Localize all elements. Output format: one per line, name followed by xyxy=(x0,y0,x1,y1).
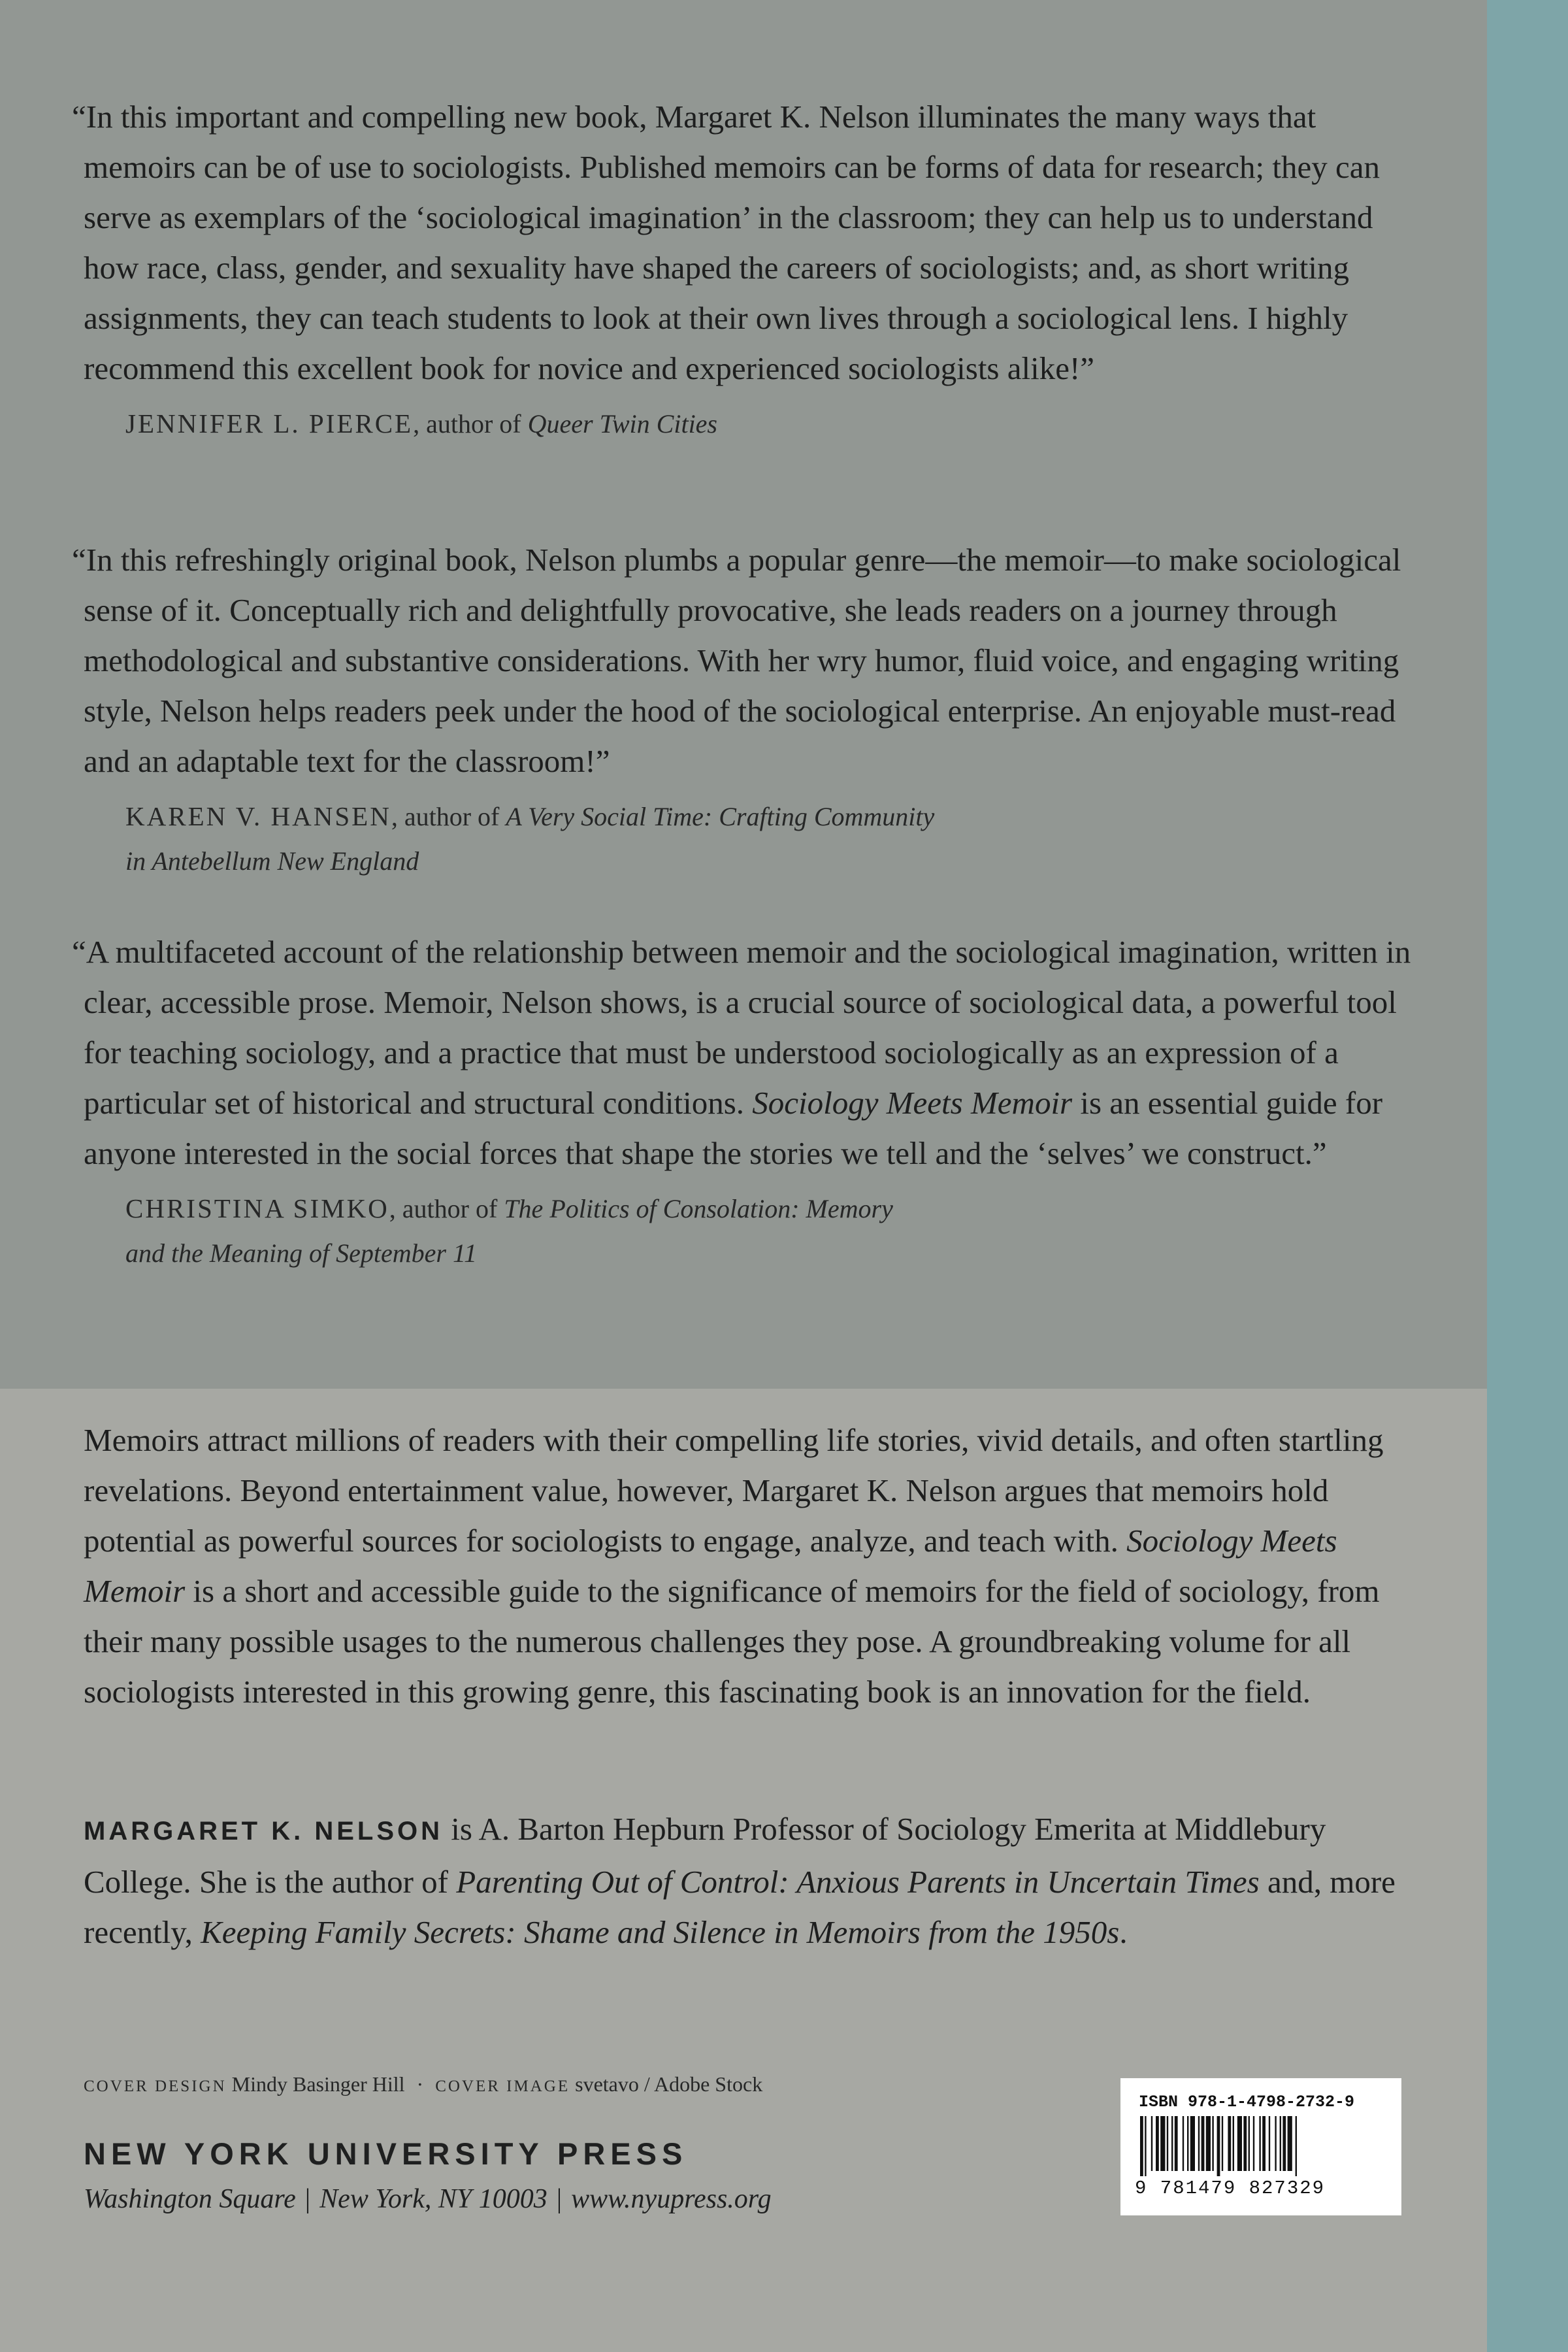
cover-image-credit: svetavo / Adobe Stock xyxy=(575,2072,763,2096)
quote-text-end: is an essential guide for anyone interested in the social forces that shape the stories we tell and the ‘selves’ we construct.” xyxy=(84,1085,1383,1171)
barcode-bar xyxy=(1259,2116,1260,2171)
blurb-1 xyxy=(72,91,1418,446)
blurb-author-name: CHRISTINA SIMKO xyxy=(125,1193,389,1223)
publisher-city: New York, NY 10003 xyxy=(319,2184,547,2214)
description-text-end: is a short and accessible guide to the significance of memoirs for the field of sociology, from their many possible usages to the numerous challenges they pose. A groundbreaking volume for all sociologists interested in this growing genre, this fascinating book is an innovation for the field. xyxy=(84,1573,1380,1710)
quote-book-title: Sociology Meets Memoir xyxy=(752,1085,1073,1121)
blurb-attribution xyxy=(72,1186,1418,1276)
address-separator: | xyxy=(556,2184,563,2214)
author-bio xyxy=(84,1804,1403,1957)
barcode-bar xyxy=(1262,2116,1266,2171)
bio-book-1: Parenting Out of Control: Anxious Parents in Uncertain Times xyxy=(456,1864,1260,1900)
blurb-attribution xyxy=(72,401,1418,446)
author-of-text: , author of xyxy=(389,1194,504,1223)
description-text: Memoirs attract millions of readers with their compelling life stories, vivid details, and often startling revelations. Beyond entertainment value, however, Margaret K. Nelson argues that memoirs hold potential as powerful sources for sociologists to engage, analyze, and teach with. xyxy=(84,1422,1384,1559)
barcode-bar xyxy=(1288,2116,1292,2171)
quote-text: “A multifaceted account of the relationship between memoir and the sociological imagination, written in clear, accessible prose. Memoir, Nelson shows, is a crucial source of sociological data, a powerful tool for teaching sociology, and a practice that must be understood sociologically as an expression of a particular set of historical and structural conditions. xyxy=(72,934,1411,1121)
barcode-bar xyxy=(1140,2116,1143,2176)
barcode-bar xyxy=(1160,2116,1165,2171)
barcode-bar xyxy=(1269,2116,1270,2171)
barcode-bar xyxy=(1151,2116,1152,2171)
barcode-bar xyxy=(1145,2116,1146,2176)
barcode-bar xyxy=(1167,2116,1168,2171)
barcode-bar xyxy=(1282,2116,1286,2171)
barcode-bar xyxy=(1183,2116,1184,2171)
blurb-author-book-continued: and the Meaning of September 11 xyxy=(125,1238,478,1268)
cover-image-label: COVER IMAGE xyxy=(435,2078,570,2095)
blurb-2 xyxy=(72,535,1418,884)
blurb-quote: “In this important and compelling new book, Margaret K. Nelson illuminates the many ways that memoirs can be of use to sociologists. Published memoirs can be forms of data for research; they can serve as exemplars of the ‘sociological imagination’ in the classroom; they can help us to understand how race, class, gender, and sexuality have shaped the careers of sociologists; and, as short writing assignments, they can teach students to look at their own lives through a sociological lens. I highly recommend this excellent book for novice and experienced sociologists alike!” xyxy=(72,99,1380,386)
publisher-address xyxy=(84,2179,772,2219)
barcode-bar xyxy=(1175,2116,1178,2171)
cover-designer: Mindy Basinger Hill xyxy=(231,2072,405,2096)
blurb-attribution xyxy=(72,794,1418,884)
barcode-bar xyxy=(1243,2116,1247,2171)
barcode-digits: 9 781479 827329 xyxy=(1135,2178,1326,2199)
barcode-bars xyxy=(1140,2116,1382,2176)
barcode-bar xyxy=(1222,2116,1223,2171)
author-of-text: , author of xyxy=(391,802,506,831)
barcode-bar xyxy=(1156,2116,1159,2171)
author-name: MARGARET K. NELSON xyxy=(84,1817,443,1846)
publisher-location: Washington Square xyxy=(84,2184,296,2214)
barcode-bar xyxy=(1190,2116,1195,2171)
cover-credits xyxy=(84,2068,762,2102)
author-of-text: , author of xyxy=(413,409,528,439)
blurb-quote xyxy=(72,927,1418,1178)
publisher-website: www.nyupress.org xyxy=(571,2184,772,2214)
bio-text-2: and, more recently, xyxy=(84,1864,1396,1950)
barcode-bar xyxy=(1171,2116,1173,2171)
bio-text: is A. Barton Hepburn Professor of Sociology Emerita at Middlebury College. She is the author of xyxy=(84,1811,1326,1900)
book-description xyxy=(84,1415,1403,1717)
barcode-bar xyxy=(1233,2116,1234,2171)
barcode-bar xyxy=(1217,2116,1220,2176)
credit-separator: · xyxy=(416,2072,424,2096)
description-book-title: Sociology Meets Memoir xyxy=(84,1523,1337,1609)
isbn-barcode xyxy=(1120,2078,1401,2215)
barcode-bar xyxy=(1275,2116,1276,2171)
barcode-bar xyxy=(1187,2116,1188,2171)
barcode-bar xyxy=(1296,2116,1297,2176)
barcode-bar xyxy=(1198,2116,1200,2171)
barcode-bar xyxy=(1280,2116,1281,2171)
blurb-author-book: A Very Social Time: Crafting Community xyxy=(506,802,935,831)
spine-strip xyxy=(1487,0,1568,2352)
bio-book-2: Keeping Family Secrets: Shame and Silence in Memoirs from the 1950s xyxy=(201,1914,1120,1950)
barcode-bar xyxy=(1249,2116,1250,2171)
publisher-name: NEW YORK UNIVERSITY PRESS xyxy=(84,2136,688,2171)
blurb-author-book: The Politics of Consolation: Memory xyxy=(504,1194,893,1223)
cover-design-label: COVER DESIGN xyxy=(84,2078,227,2095)
blurb-quote: “In this refreshingly original book, Nelson plumbs a popular genre—the memoir—to make sociological sense of it. Conceptually rich and delightfully provocative, she leads readers on a journey through methodological and substantive considerations. With her wry humor, fluid voice, and engaging writing style, Nelson helps readers peek under the hood of the sociological enterprise. An enjoyable must-read and an adaptable text for the classroom!” xyxy=(72,542,1401,779)
barcode-bar xyxy=(1201,2116,1205,2171)
blurb-author-name: JENNIFER L. PIERCE xyxy=(125,408,414,439)
barcode-bar xyxy=(1212,2116,1213,2171)
barcode-bar xyxy=(1206,2116,1211,2171)
blurb-3 xyxy=(72,927,1418,1276)
barcode-bar xyxy=(1253,2116,1254,2171)
barcode-bar xyxy=(1228,2116,1231,2171)
address-separator: | xyxy=(304,2184,311,2214)
barcode-bar xyxy=(1237,2116,1242,2171)
blurb-author-book-continued: in Antebellum New England xyxy=(125,846,419,876)
blurb-author-name: KAREN V. HANSEN xyxy=(125,801,391,831)
blurb-author-book: Queer Twin Cities xyxy=(527,409,717,439)
isbn-label: ISBN 978-1-4798-2732-9 xyxy=(1139,2093,1355,2112)
bio-text-end: . xyxy=(1119,1914,1128,1950)
